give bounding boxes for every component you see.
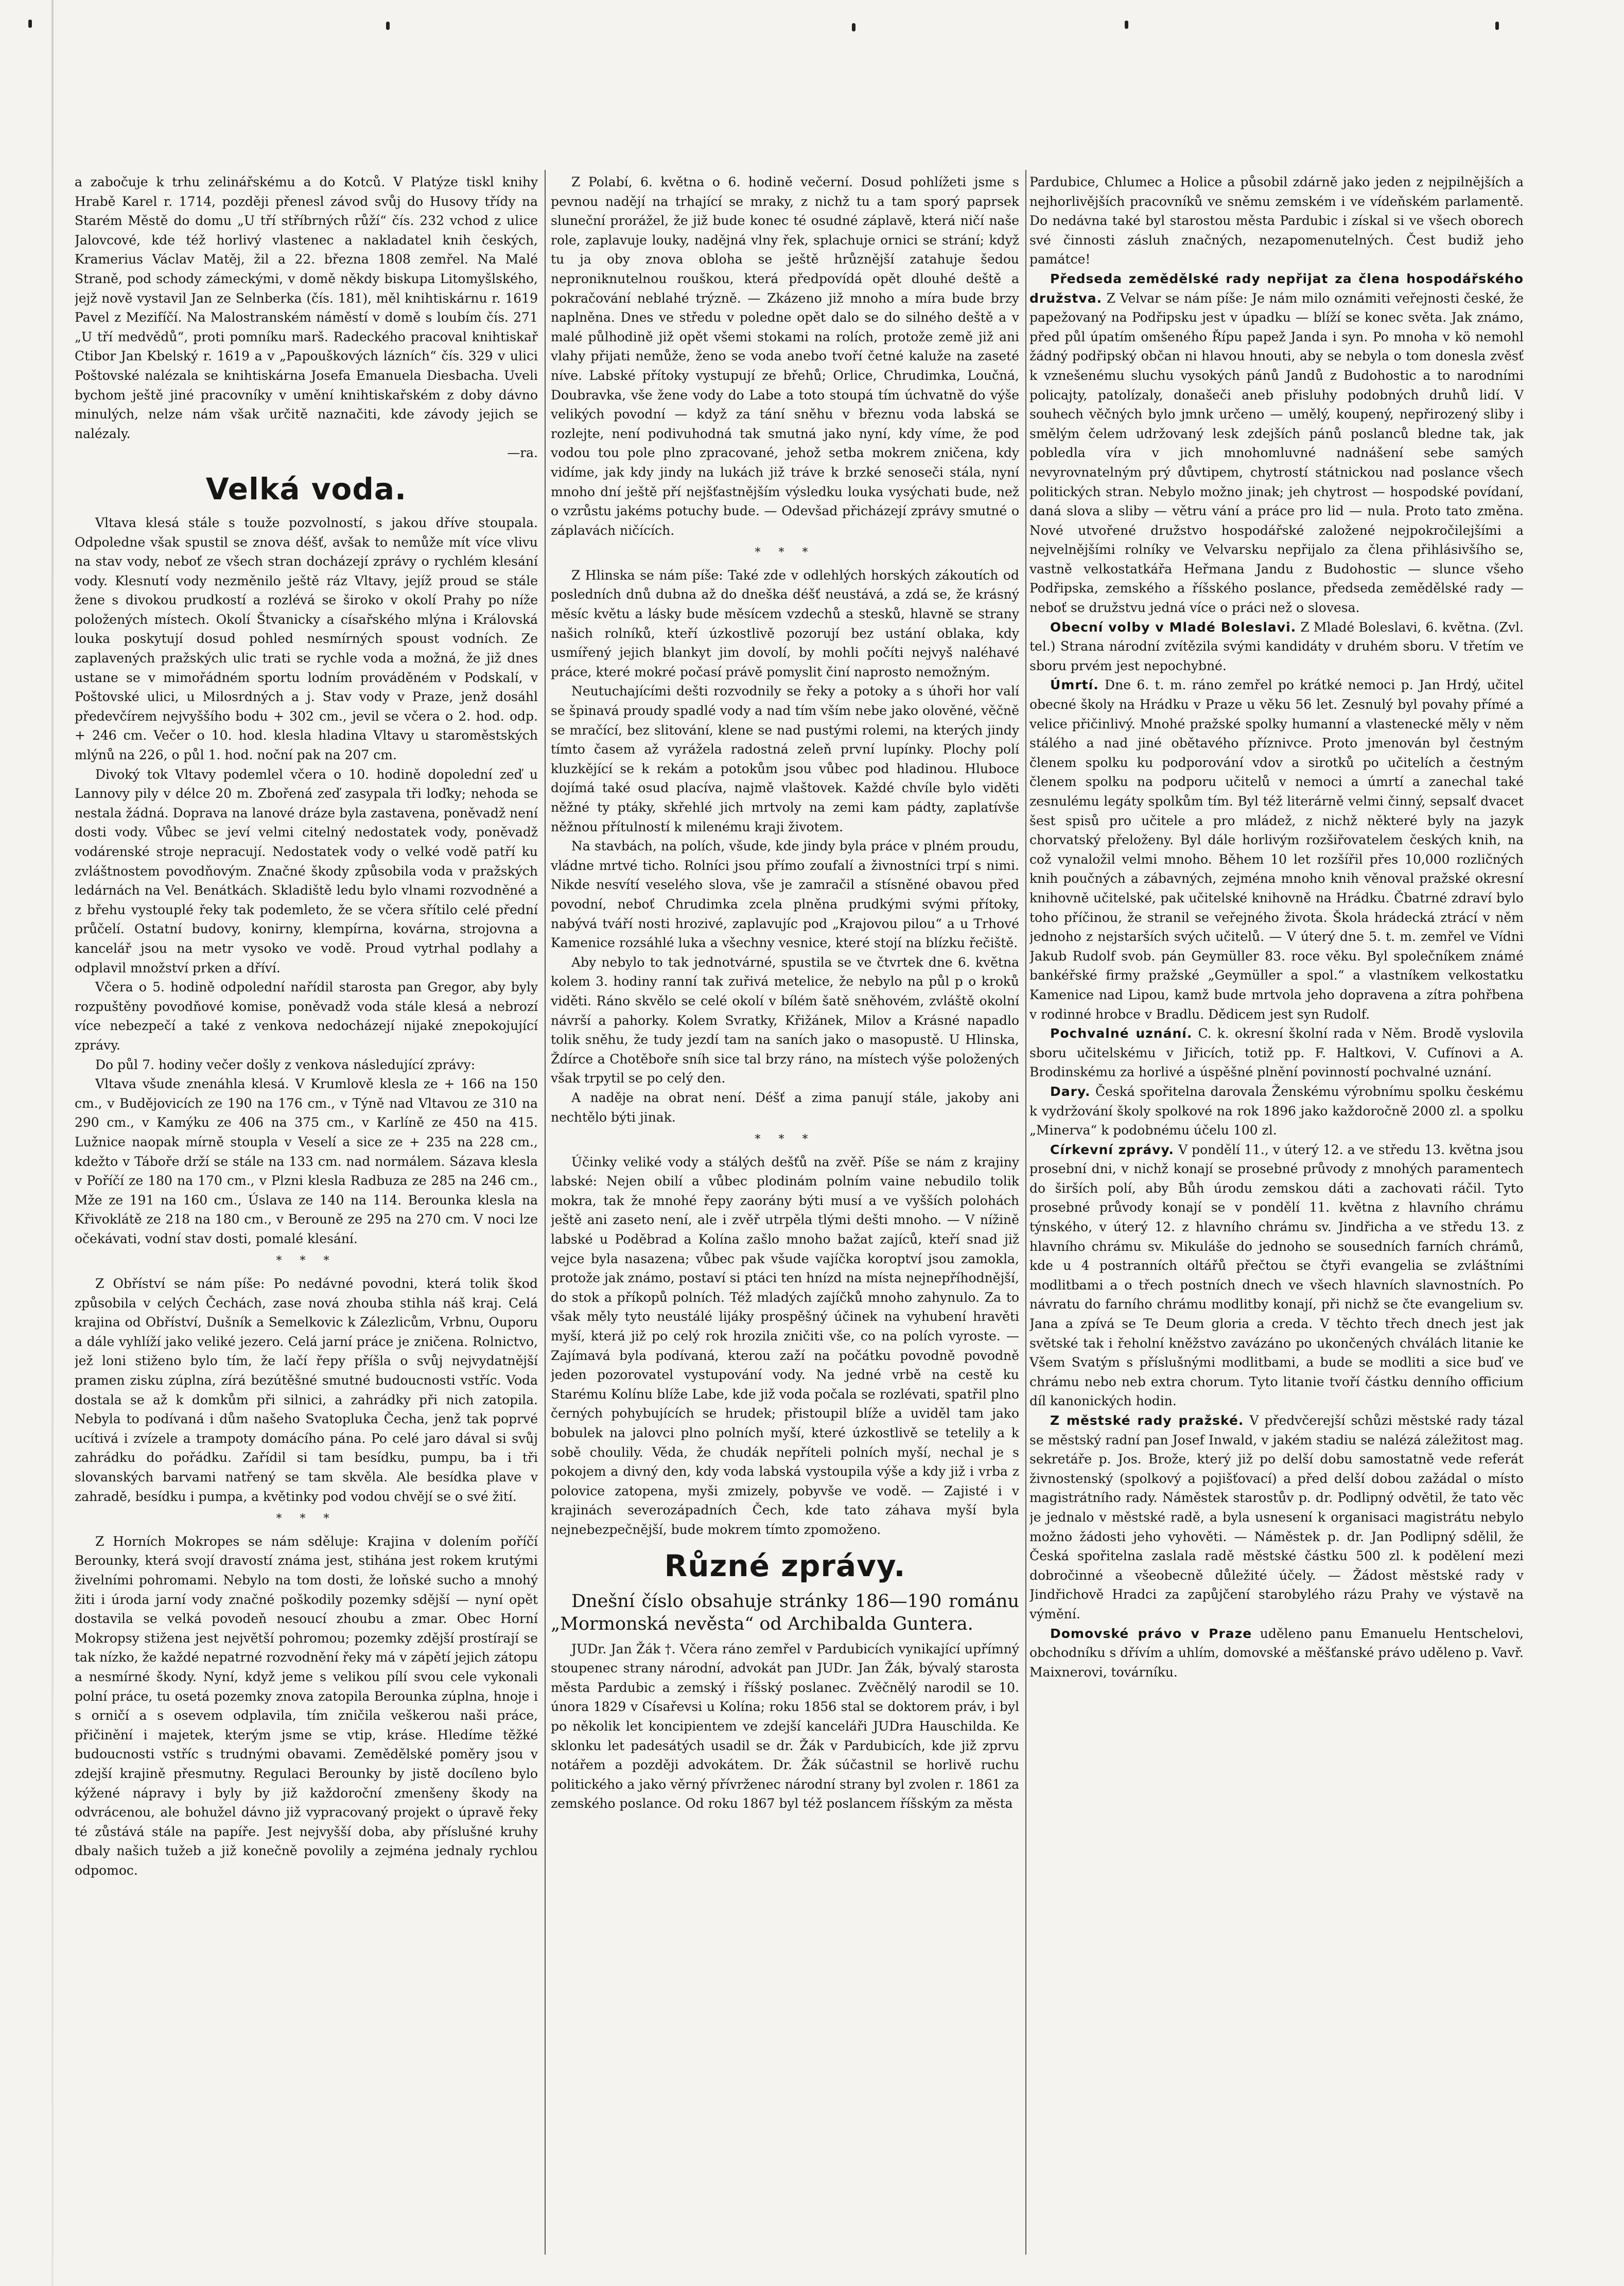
top-edge-marks [0,15,1624,41]
column-rule [1025,170,1026,2255]
article-text: V předvčerejší schůzi městské rady tázal se městský radní pan Josef Inwald, v jakém stadiu se nalézá záležitost mag. sekretáře p. Jos. Brože, který již po delší dobu samostatně vede referát živnostenský (spolkový a pojišťovací) a před delší dobou zažádal o místo magistrátního rady. Náměstek starostův p. dr. Podlipný odvětil, že tato věc je jednalo v městské radě, a byla usnesení k organisaci magistrátu nebylo možno žádosti jeho vyhověti. — Náměstek p. dr. Jan Podlipný sdělil, že Česká spořitelna zaslala radě městské částku 500 zl. k podělení mezi dobročinné a všeobecně důležité účely. — Žádost městské rady v Jindřichově Hradci za zapůjčení starobylého rázu Prahy ve výstavě na výmění. [1029,1413,1524,1621]
article-text: Z Obříství se nám píše: Po nedávné povodni, která tolik škod způsobila v celých Čechách, zase nová zhouba stihla náš kraj. Celá krajina od Obříství, Dušník a Semelkovic k Zálezlicům, Vrbnu, Ouporu a dále vyhlíží jako veliké jezero. Celá jarní práce je zničena. Rolnictvo, jež loni stiženo bylo tím, že lačí řepy příšla o svůj nejvydatnější pramen zisku zúplna, zírá bezútěšné smutné budoucnosti vstříc. Voda dostala se až k domkům při silnici, a zahrádky při nich zatopila. Nebyla to podívaná i dům našeho Svatopluka Čecha, jenž tak poprvé ucítivá i zvízele a trampoty domácího pána. Po celé jaro dával si svůj zahrádku do pořádku. Zařídil si tam besídku, pumpu, ba i tři slovanských barvami natřený se tam skvěla. Ale besídka plave v zahradě, besídku i pumpa, a květinky pod vodou chvějí se o své žití. [75,1276,538,1504]
edge-mark [852,23,855,31]
news-headline: Církevní zprávy. [1050,1142,1175,1157]
section-heading-ruzne-zpravy: Různé zprávy. [664,1548,906,1583]
article-text: Neutuchajícími dešti rozvodnily se řeky a potoky a s úhoři hor valí se špinavá proudy spadlé vody a nad tím vším nebe jako olověné, věčně se mračící, bez slitování, klene se nad pustými rolemi, na kterých jindy tímto časem až vyrážela radostná zeleň první lupínky. Plochy polí kluzkějící se k rekám a potokům jsou vůbec pod hladinou. Hluboce dojímá také osud placíva, najmě vlaštovek. Každé chvíle bylo viděti něžné ty ptáky, skřehlé jich mrtvoly na zemi kam pádty, zaplatívše něžnou přítulností k milenému kraji životem. [551,684,1019,834]
article-text: Z Polabí, 6. května o 6. hodině večerní. Dosud pohlížeti jsme s pevnou nadějí na trhající se mraky, z nichž tu a tam sporý paprsek sluneční prorážel, že již bude konec té osudné záplavě, která ničí naše role, zaplavuje louky, nadějná vlny řek, splachuje ornici se strání; když tu ja oby znova obloha se ještě hrůznější zatahuje šedou neproniknutelnou rouškou, která předpovídá opět dlouhé deště a pokračování neblahé trýzně. — Zkázeno již mnoho a míra bude brzy naplněna. Dnes ve středu v poledne opět dalo se do silného deště a v malé půlhodině již opět všemi stokami na rolích, protože země již ani vlahy přijati nemůže, ženo se voda anebo tvoří četné kaluže na zaseté níve. Labské přítoky vystupují ze břehů; Orlice, Chrudimka, Loučná, Doubravka, vše žene vody do Labe a toto stoupá tím úchvatně do výše velikých povodní — když za tání sněhu v březnu voda labská se rozlejte, není podivuhodná tak smutná jako nyní, kdy víme, že pod vodou tou pole plno zpracované, jehož setba mokrem zničena, kdy vidíme, jak kdy jindy na lukách již tráve k brzké senoseči stála, nyní mnoho dní ještě pří nejšťastnějším výsledku louka vysýchati bude, než o vzrůstu jakéms potuchy bude. — Odevšad přicházejí zprávy smutné o záplavách ničících. [551,174,1019,538]
article-text: Z Velvar se nám píše: Je nám milo oznámiti veřejnosti české, že papežovaný na Podřipsku jest v úpadku — blíží se konec světa. Jak známo, před půl úpatím omšeného Řípu papež Janda i syn. Po mnoha v kö nemohl žádný podřipský občan ni hlavou hnouti, aby se nebyla o tom donesla zvěsť k vznešenému sluchu vysokých pánů Jandů z Budohostic a to narodními policajty, patolízaly, donašeči aneb přisluhy podobných druhů lidí. V souhech věčných bylo jmnk určeno — umělý, koupený, nepřirozený sliby i smělým čelem udržovaný lesk zdejších pánů poslanců bledne tak, jak pobledla víra v jich mnohomluvné nadnášení sebe samých nevyrovnatelným prý důvtipem, chytrostí státnickou nad poslance všech politických stran. Nebylo možno jinak; jeh chytrost — hospodské povídaní, daná slova a sliby — větru vání a práce pro lid — nula. Proto tato změna. Nové utvořené družstvo hospodářské založené nejpokročilejšími a nejvelnějšími rolníky ve Velvarsku nepřijalo za člena přihlásivšího se, vastně velkostatkářa Heřmana Jandu z Budohostic — slunce všeho Podřipska, zemského a říšského poslance, předseda zemědělské rady — neboť se družstvu jedná více o práci než o slovesa. [1029,290,1524,616]
separator-asterisks: * * * [755,1133,815,1146]
separator-asterisks: * * * [755,546,815,560]
article-text: Divoký tok Vltavy podemlel včera o 10. hodině dopolední zeď u Lannovy pily v délce 20 m. Zbořená zeď zasypala tři loďky; nehoda se nestala žádná. Doprava na lanové dráze byla zastavena, poněvadž není dosti vody. Vůbec se jeví velmi citelný nedostatek vody, poněvadž vodárenské stroje nepracují. Nedostatek vody o velké vodě patří ku zvláštnostem povodňovým. Značné škody způsobila voda v pražských ledárnách na Vel. Benátkách. Skladiště ledu bylo vlnami rozvodněné a z břehu vystouplé řeky tak podemleto, že se včera sřítilo celé přední průčelí. Ostatní budovy, konirny, klempírna, kovárna, strojovna a kancelář jsou na metr vysoko ve vodě. Proud vytrhal podlahy a odplavil množství prken a dříví. [75,766,538,975]
edge-mark [28,20,32,28]
section-heading-velka-voda: Velká voda. [205,471,407,507]
separator-asterisks: * * * [276,1254,337,1268]
separator-asterisks: * * * [276,1512,337,1526]
article-text: C. k. okresní školní rada v Něm. Brodě vyslovila sboru učitelskému v Jiřicích, totiž pp. F. Haltkovi, V. Cufínovi a A. Brodinskému za horlivé a úspěšné plnění povinností pochvalné uznání. [1029,1026,1524,1080]
news-headline: Obecní volby v Mladé Boleslavi. [1050,619,1297,635]
author-signature: —ra. [507,445,538,461]
article-text: Vltava klesá stále s touže pozvolností, s jakou dříve stoupala. Odpoledne však spustil se znova déšť, avšak to nemůže mít více vlivu na stav vody, neboť ze všech stran docházejí zprávy o rychlém klesání vody. Klesnutí vody nezměnilo ještě ráz Vltavy, jejíž proud se stále žene s divokou prudkostí a rozlévá se široko v okolí Prahy po níže položených místech. Okolí Štvanicky a císařského mlýna i Královská louka poskytují dosud pohled nesmírných spoust vodních. Ze zaplavených pražských ulic trati se rychle voda a možná, že již dnes ustane se v mimořádném sportu lodním prováděném v Podskalí, v Poštovské ulici, u Milosrdných a j. Stav vody v Praze, jenž dosáhl předevčírem nejvyššího bodu + 302 cm., jevil se včera o 2. hod. odp. + 246 cm. Večer o 10. hod. klesla hladina Vltavy u staroměstských mlýnů na 226, o půl 1. hod. noční pak na 207 cm. [75,515,538,763]
column-3 [1029,172,1524,2242]
article-text: Vltava všude znenáhla klesá. V Krumlově klesla ze + 166 na 150 cm., v Budějovicích ze 190 na 176 cm., v Týně nad Vltavou ze 310 na 290 cm., v Kamýku ze 406 na 375 cm., v Karlíně ze 450 na 415. Lužnice naopak mírně stoupla v Veselí a sice ze + 235 na 228 cm., kdežto v Táboře drží se stále na 133 cm. nad normálem. Sázava klesla v Poříčí ze 180 na 170 cm., v Plzni klesla Radbuza ze 285 na 246 cm., Mže ze 191 na 160 cm., Úslava ze 140 na 114. Berounka klesla na Křivoklátě ze 218 na 180 cm., v Berouně ze 295 na 270 cm. V noci lze očekávati, vodní stav dosti, pomalé klesání. [75,1076,538,1246]
article-text: Včera o 5. hodině odpolední nařídil starosta pan Gregor, aby byly rozpuštěny povodňové komise, poněvadž voda stále klesá a nebrozí více nebezpečí a také z venkova nedocházejí nijaké znepokojující zprávy. [75,980,538,1053]
column-2 [551,172,1019,2242]
article-text: a zabočuje k trhu zelinářskému a do Kotců. V Platýze tiskl knihy Hrabě Karel r. 1714, později přenesl závod svůj do Husovy třídy na Starém Městě do domu „U tří stříbrných růží“ čís. 232 vchod z ulice Jalovcové, kde též horlivý vlastenec a nakladatel knih českých, Kramerius Václav Matěj, žil a 22. března 1808 zemřel. Na Malé Straně, pod schody zámeckými, v domě někdy biskupa Litomyšlského, jejž nově vystavil Jan ze Selnberka (čís. 181), měl knihtiskárnu r. 1619 Pavel z Mezifíčí. Na Malostranském náměstí v domě s loubím čís. 271 „U tří medvědů“, proti pomníku marš. Radeckého pracoval knihtiskař Ctibor Jan Kbelský r. 1619 a v „Papouškových lázních“ čís. 329 v ulici Poštovské nalézala se knihtiskárna Josefa Emanuela Diesbacha. Uveli bychom ještě jiné pracovníky v umění knihtiskařském z doby dávno minulých, nelze nám však určitě naznačiti, kde závody jejich se nalézaly. [75,174,538,441]
article-text: Dne 6. t. m. ráno zemřel po krátké nemoci p. Jan Hrdý, učitel obecné školy na Hrádku v Praze u věku 56 let. Zesnulý byl povahy přímé a velice přičinlivý. Mnohé pražské spolky humanní a vlastenecké měly v něm stálého a nad jiné obětavého příznivce. Proto jmenován byl čestným členem spolku ku podporování vdov a sirotků po učitelích a čestným členem spolku na podporu učitelů v nemoci a úmrtí a zanechal také zesnulému legáty spolkům tím. Byl též literárně velmi činný, sepsalť dvacet šest spisů pro učitele a pro mládež, z nichž některé byly na jazyk chorvatský přeloženy. Byl dále horlivým rozšiřovatelem českých knih, na což vynaložil velmi mnoho. Během 10 let rozšířil přes 10,000 rozličných knih poučných a zábavných, zejména mnoho knih věnoval pražské okresní knihovně učitelské, pak učitelské knihovně na Hrádku. Čbatrné zdraví bylo toho příčinou, že stranil se veřejného života. Škola hrádecká ztrácí v něm jednoho z nejstarších svých učitelů. — V úterý dne 5. t. m. zemřel ve Vídni Jakub Rudolf svob. pán Geymüller 83. roce věku. Byl společníkem známé bankéřské firmy pražské „Geymüller a spol.“ a vlastníkem velkostatku Kamenice nad Lipou, kamž bude mrtvola jeho dopravena a zítra pohřbena v rodinné hrobce v Bradlu. Dědicem jest syn Rudolf. [1029,677,1524,1022]
article-text: Účinky veliké vody a stálých dešťů na zvěř. Píše se nám z krajiny labské: Nejen obilí a vůbec plodinám polním vaine nebudilo tolik mokra, tak že mnohé řepy zaorány býti musí a ve vyšších polohách ještě ani zaseto není, ale i zvěř utrpěla tlými dešti mnoho. — V nížině labské u Poděbrad a Kolína zašlo mnoho bažat zajíců, kteří snad již vejce byla nasazena; vůbec pak všude vajíčka koroptví jsou zamokla, protože jak známo, postaví si ptáci ten hnízd na místa nejnepříhodnější, do stok a příkopů polních. Též mladých zajíčků mnoho zahynulo. Za to však měly tyto neustálé lijáky prospěšný účinek na vyhubení hravěti myší, která již po celý rok hrozila zničiti vše, co na polích vyroste. — Zajímavá byla podívaná, kterou zaží na počátku povodně povodně jeden pozorovatel vystupování vody. Na jedné vrbě na cestě ku Starému Kolínu blíže Labe, kde již voda počala se rozlévati, spatřil plno černých pohybujících se hrudek; přistoupil blíže a uviděl tam jako bobulek na jalovci plno polních myší, které úzkostlivě se tetelily a k sobě choulily. Věda, že chudák nepříteli polních myší, nechal je s pokojem a divný den, kdy voda labská vystoupila výše a kdy již i vrba z polovice zatopena, myši zmizely, pobyvše ve vodě. — Zajisté i v krajinách severozápadních Čech, kde tato záhava myší byla nejnebezpečnější, bude mokrem tímto zpomoženo. [551,1154,1019,1537]
article-text: JUDr. Jan Žák †. Včera ráno zemřel v Pardubicích vynikající upřímný stoupenec strany národní, advokát pan JUDr. Jan Žák, bývalý starosta města Pardubic a zemský i říšský poslanec. Zvěčnělý narodil se 10. února 1829 v Císařevsi u Kolína; roku 1856 stal se doktorem práv, i byl po několik let koncipientem ve zdejší kanceláři JUDra Hauschilda. Ke sklonku let padesátých usadil se dr. Žák v Pardubicích, kde již zprvu notářem a později advokátem. Dr. Žák súčastnil se horlivě ruchu politického a jako věrný přívrženec národní strany byl zvolen r. 1861 za zemského poslance. Od roku 1867 byl též poslancem říšským za města [551,1641,1019,1811]
article-text: Z Horních Mokropes se nám sděluje: Krajina v dolením poříčí Berounky, která svojí dravostí známa jest, stihána jest rokem krutými živelními pohromami. Nebylo na tom dosti, že loňské sucho a mnohý žiti i úroda jarní vody značné poškodily pozemky sdější — nyní opět dostavila se velká povodeň nesoucí zhoubu a zmar. Obec Horní Mokropsy stižena jest největší pohromou; pozemky zdější prostírají se tak nízko, že každé nepatrné rozvodnění řeky má v zápětí jejich zátopu a nesmírné škody. Nyní, když jeme s velikou pílí svou cele vykonali polní práce, tu osetá pozemky znova zatopila Berounka zúplna, hnoje i s orničí a s osevem odplavila, tím zničila veškerou naši práce, přičinění i majetek, kterým jsme se vtip, kráse. Hledíme těžké budoucnosti vstříc s trudnými obavami. Zemědělské poměry jsou v zdejší krajině přesmutny. Regulaci Berounky by jistě docíleno bylo kýžené nápravy i byly by již každoroční zmenšeny škody na odvrácenou, ale bohužel dávno již vypracovaný projekt o úpravě řeky té zůstává stále na papíře. Jest nejvyšší doba, aby příslušné kruhy dbaly našich tužeb a již konečně povolily a zejména jednaly rychlou odpomoc. [75,1533,538,1878]
news-headline: Pochvalné uznání. [1050,1026,1193,1041]
news-headline: Domovské právo v Praze [1050,1626,1252,1641]
lead-notice: Dnešní číslo obsahuje stránky 186—190 románu „Mormonská nevěsta“ od Archibalda Guntera. [551,1591,1019,1634]
article-text: Do půl 7. hodiny večer došly z venkova následující zprávy: [95,1057,476,1072]
article-text: Na stavbách, na polích, všude, kde jindy byla práce v plném proudu, vládne mrtvé ticho. Rolníci jsou přímo zoufalí a živnostníci trpí s nimi. Nikde nesvítí veselého slova, vše je zamračil a stísněné obavou před povodní, neboť Chrudimka zcela plněna prudkými svými přítoky, nabývá tváří nosti hrozivé, zaplavujíc pod „Krajovou pilou“ a u Trhové Kamenice rozsáhlé luka a všechny vesnice, které stojí na blízku řečiště. [551,839,1019,951]
article-text: uděleno panu Emanuelu Hentschelovi, obchodníku s dřívím a uhlím, domovské a měšťanské právo uděleno p. Vavř. Maixnerovi, továrníku. [1029,1626,1524,1680]
article-text: A naděje na obrat není. Déšť a zima panují stále, jakoby ani nechtělo býti jinak. [551,1090,1019,1125]
page-fold-shadow [51,0,54,2286]
news-headline: Úmrtí. [1050,677,1099,693]
news-headline: Z městské rady pražské. [1050,1413,1244,1428]
news-headline: Předseda zemědělské rady nepřijat za člena hospodářského družstva. [1029,271,1524,306]
edge-mark [1495,22,1499,30]
column-rule [545,170,546,2255]
edge-mark [386,22,390,30]
article-text: Česká spořitelna darovala Ženskému výrobnímu spolku českému k vydržování školy spolkové na rok 1896 jako každoročně 2000 zl. a spolku „Minerva“ k podobnému účelu 100 zl. [1029,1084,1524,1138]
article-text: Pardubice, Chlumec a Holice a působil zdárně jako jeden z nejpilnějších a nejhorlivějších pracovníků ve sněmu zemském i ve vídeňském parlamentě. Do nedávna také byl starostou města Pardubic i získal si ve všech oborech své činnosti zásluh značných, nezapomenutelných. Čest budiž jeho památce! [1029,174,1524,267]
news-headline: Dary. [1050,1084,1091,1099]
column-1 [75,172,538,2242]
edge-mark [1125,21,1128,29]
article-text: Z Mladé Boleslavi, 6. května. (Zvl. tel.) Strana národní zvítězila svými kandidáty v druhém sboru. V třetím ve sboru prvém jest nepochybné. [1029,619,1524,673]
article-text: Z Hlinska se nám píše: Také zde v odlehlých horských zákoutích od posledních dnů dubna až do dneška déšť neustává, a zdá se, že krásný měsíc květu a lásky bude měsícem vzdechů a stesků, hlavně se strany našich rolníků, kteří úzkostlivě pozorují bez ustání oblaka, kdy usmířený jejich blankyt jim dovolí, by mohli počíti nejvyš naléhavé práce, které mokré počasí právě pomyslit činí naprosto nemožným. [551,567,1019,679]
article-text: Aby nebylo to tak jednotvárné, spustila se ve čtvrtek dne 6. května kolem 3. hodiny ranní tak zuřivá metelice, že nebylo na půl p o kroků viděti. Ráno skvělo se celé okolí v bílém šatě sněhovém, zvláště okolní návrší a pahorky. Kolem Svratky, Křižánek, Milov a Krásné napadlo tolik sněhu, že tudy jezdí tam na saních jako o masopustě. U Hlinska, Ždírce a Chotěboře sníh sice tal brzy ráno, na místech výše položených však trpytil se po celý den. [551,954,1019,1086]
article-text: V pondělí 11., v úterý 12. a ve středu 13. května jsou prosební dni, v nichž konají se prosebné průvody z mnohých paramentech do širších polí, aby Bůh úrodu zemskou dáti a zachovati ráčil. Tyto prosebné průvody konají se v pondělí 11. května z hlavního chrámu týnského, v úterý 12. z hlavního chrámu sv. Jindřicha a ve středu 13. z hlavního chrámu sv. Mikuláše do jednoho se sousedních farních chrámů, kde u 4 postranních oltářů přečtou se čtyři evangelia se zvláštními modlitbami a o třech postních dnech ve všech hlavních slavnostních. Po návratu do farního chrámu modlitby konají, při nichž se čte evangelium sv. Jana a zpívá se Te Deum gloria a creda. V těchto třech dnech jest jak světské tak i řeholní kněžstvo zavázáno po ukončených chválách litanie ke Všem Svatým s příslušnými modlitbami, a bude se modliti a sice buď ve chrámu nebo neb extra chorum. Tyto litanie tvoří částku denního officium díl kanonických hodin. [1029,1142,1524,1409]
